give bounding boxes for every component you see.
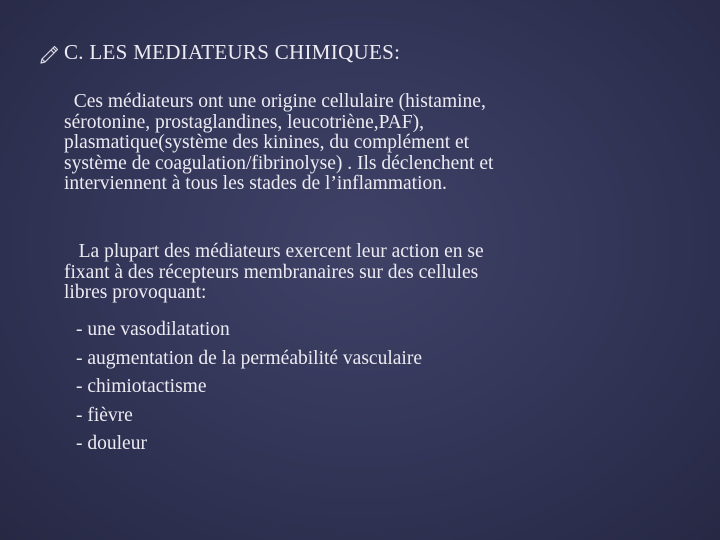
list-item: - chimiotactisme [76,376,207,397]
effects-list [76,316,422,459]
pencil-bullet-icon [38,42,60,64]
list-item: - douleur [76,433,147,454]
list-item: - fièvre [76,404,133,426]
paragraph-line: Ces médiateurs ont une origine cellulaire (histamine, [64,91,486,112]
paragraph-line: libres provoquant: [64,282,207,303]
slide-title: C. LES MEDIATEURS CHIMIQUES: [64,40,401,64]
paragraph-line: système de coagulation/fibrinolyse) . Ils déclenchent et [64,152,494,174]
paragraph-line: interviennent à tous les stades de l’inflammation. [64,173,447,194]
paragraph-line: La plupart des médiateurs exercent leur action en se [64,241,484,262]
paragraph-line: fixant à des récepteurs membranaires sur des cellules [64,261,479,283]
slide-heading [38,40,400,65]
paragraph-mediator-origins [64,92,493,195]
paragraph-line: plasmatique(système des kinines, du complément et [64,132,470,153]
paragraph-mediator-action [64,242,484,304]
list-item: - une vasodilatation [76,319,230,340]
paragraph-line: sérotonine, prostaglandines, leucotriène,PAF), [64,111,424,133]
list-item: - augmentation de la perméabilité vasculaire [76,347,422,369]
